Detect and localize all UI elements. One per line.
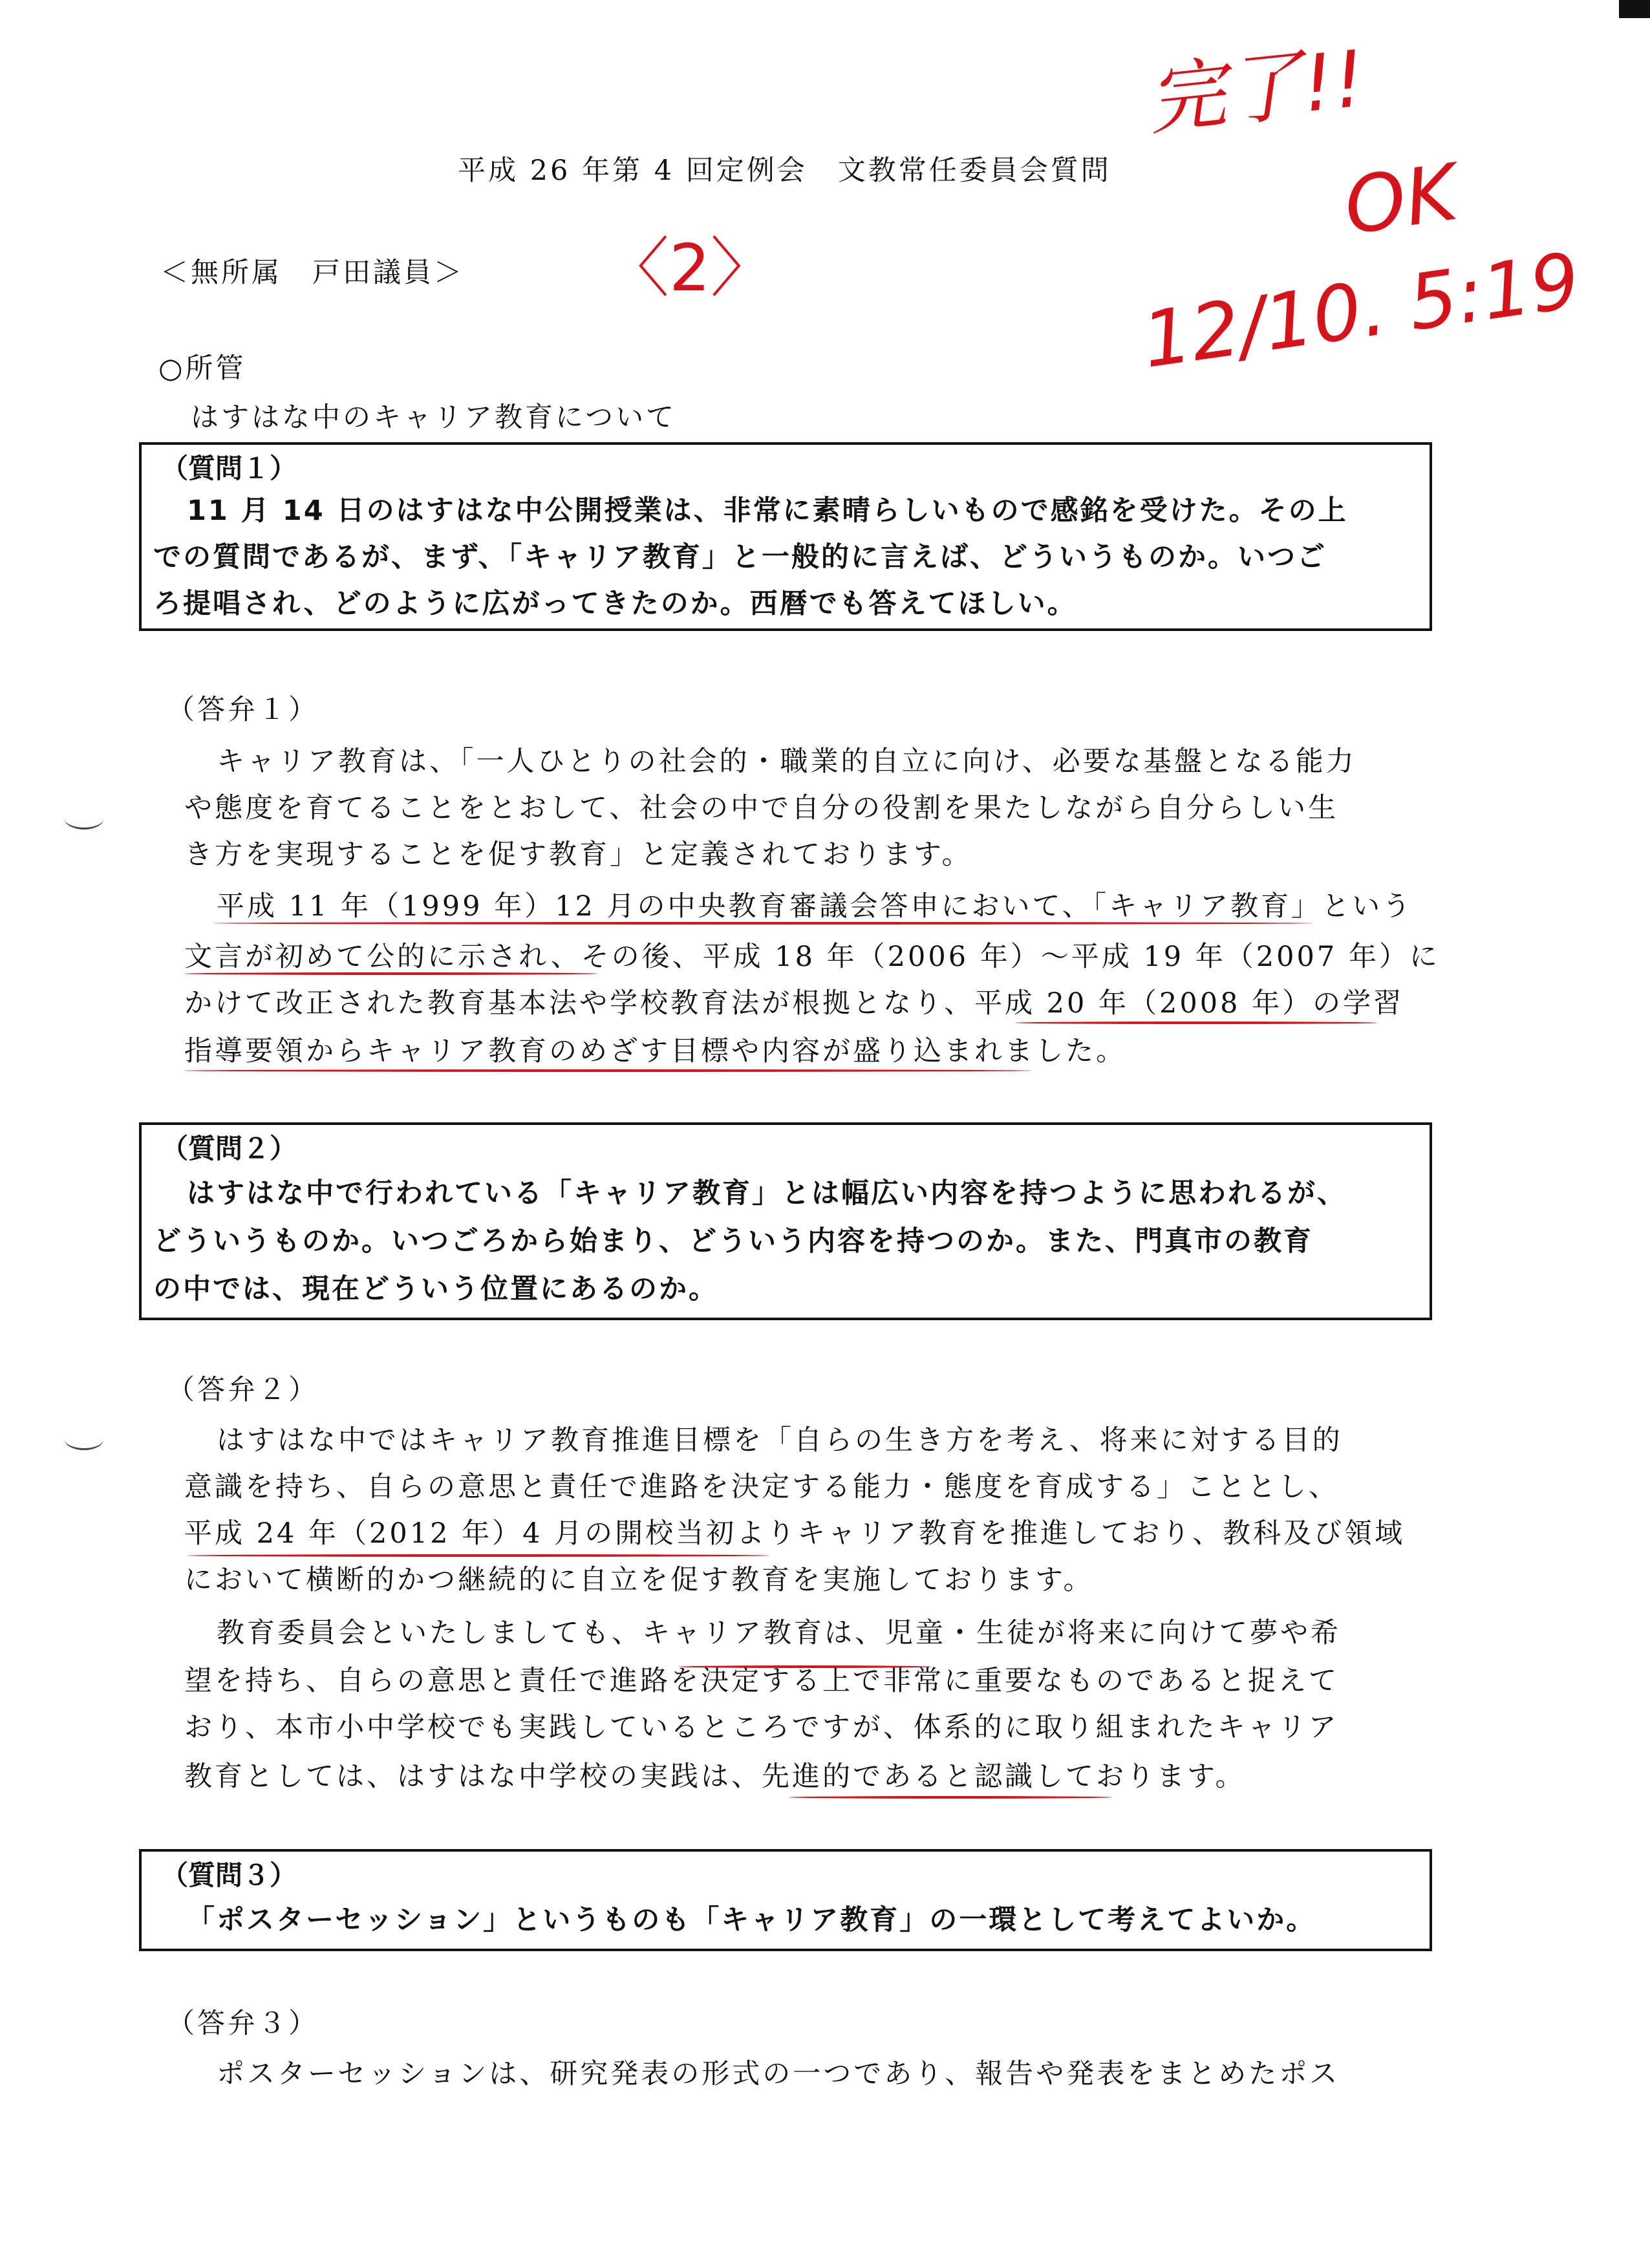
- red-underline: [184, 972, 598, 975]
- answer-2-line-6: 望を持ち、自らの意思と責任で進路を決定する上で非常に重要なものであると捉えて: [184, 1665, 1339, 1697]
- document-title: 平成 26 年第 4 回定例会 文教常任委員会質問: [458, 155, 1111, 187]
- pencil-tick-mark: [65, 808, 103, 829]
- answer-2-label: （答弁２）: [167, 1374, 319, 1406]
- answer-2-line-1: はすはな中ではキャリア教育推進目標を「自らの生き方を考え、将来に対する目的: [217, 1424, 1343, 1457]
- answer-2-line-2: 意識を持ち、自らの意思と責任で進路を決定する能力・態度を育成する」こととし、: [184, 1471, 1339, 1503]
- answer-1-line-1: キャリア教育は、「一人ひとりの社会的・職業的自立に向け、必要な基盤となる能力: [217, 745, 1356, 778]
- handwritten-ok-note: OK: [1339, 147, 1462, 253]
- answer-2-line-4: において横断的かつ継続的に自立を促す教育を実施しております。: [184, 1564, 1094, 1596]
- handwritten-page-number: 〈2〉: [605, 230, 775, 306]
- red-underline: [213, 922, 1312, 925]
- question-3-label: （質問３）: [161, 1859, 297, 1891]
- section-subject: はすはな中のキャリア教育について: [191, 401, 677, 434]
- answer-1-label: （答弁１）: [167, 694, 319, 726]
- answer-1-line-6: かけて改正された教育基本法や学校教育法が根拠となり、平成 20 年（2008 年）の学習: [184, 987, 1404, 1020]
- section-label: ○所管: [158, 352, 246, 385]
- member-name: ＜無所属 戸田議員＞: [160, 257, 464, 289]
- question-2-line-2: どういうものか。いつごろから始まり、どういう内容を持つのか。また、門真市の教育: [153, 1225, 1313, 1257]
- question-1-box: [139, 442, 1432, 631]
- answer-2-line-3: 平成 24 年（2012 年）4 月の開校当初よりキャリア教育を推進しており、教科及び領域: [184, 1517, 1406, 1550]
- red-underline: [789, 1796, 1112, 1799]
- answer-1-line-4: 平成 11 年（1999 年）12 月の中央教育審議会答申において、「キャリア教育」という: [217, 890, 1413, 923]
- question-2-box: [139, 1122, 1432, 1320]
- handwritten-done-note: 完了!!: [1143, 34, 1369, 147]
- question-1-label: （質問１）: [161, 453, 297, 484]
- page-edge-shadow: [1619, 0, 1650, 18]
- answer-2-line-7: おり、本市小中学校でも実践しているところですが、体系的に取り組まれたキャリア: [184, 1711, 1339, 1744]
- pencil-tick-mark: [65, 1429, 103, 1450]
- red-underline: [184, 1069, 1031, 1072]
- question-3-box: [139, 1849, 1432, 1951]
- answer-1-line-2: や態度を育てることをとおして、社会の中で自分の役割を果たしながら自分らしい生: [184, 792, 1339, 824]
- question-1-line-3: ろ提唱され、どのように広がってきたのか。西暦でも答えてほしい。: [153, 588, 1077, 620]
- red-underline: [679, 1665, 931, 1668]
- red-underline: [1015, 1022, 1377, 1024]
- answer-1-line-7: 指導要領からキャリア教育のめざす目標や内容が盛り込まれました。: [184, 1035, 1126, 1067]
- answer-1-line-3: き方を実現することを促す教育」と定義されております。: [184, 839, 972, 871]
- question-1-line-2: での質問であるが、まず、「キャリア教育」と一般的に言えば、どういうものか。いつご: [153, 541, 1327, 573]
- handwritten-date-note: 12/10. 5:19: [1137, 235, 1585, 385]
- answer-3-label: （答弁３）: [167, 2007, 319, 2040]
- question-3-line-1: 「ポスターセッション」というものも「キャリア教育」の一環として考えてよいか。: [187, 1904, 1316, 1936]
- answer-1-line-5: 文言が初めて公的に示され、その後、平成 18 年（2006 年）～平成 19 年（2007 年）に: [184, 941, 1440, 973]
- answer-3-line-1: ポスターセッションは、研究発表の形式の一つであり、報告や発表をまとめたポス: [217, 2058, 1340, 2090]
- question-2-line-3: の中では、現在どういう位置にあるのか。: [153, 1273, 718, 1305]
- answer-2-line-8: 教育としては、はすはな中学校の実践は、先進的であると認識しております。: [184, 1760, 1246, 1793]
- red-underline: [188, 1554, 769, 1557]
- answer-2-line-5: 教育委員会といたしましても、キャリア教育は、児童・生徒が将来に向けて夢や希: [217, 1617, 1341, 1649]
- question-1-line-1: 11 月 14 日のはすはな中公開授業は、非常に素晴らしいもので感銘を受けた。その上: [187, 495, 1348, 527]
- question-2-label: （質問２）: [161, 1133, 297, 1164]
- question-2-line-1: はすはな中で行われている「キャリア教育」とは幅広い内容を持つように思われるが、: [187, 1177, 1347, 1210]
